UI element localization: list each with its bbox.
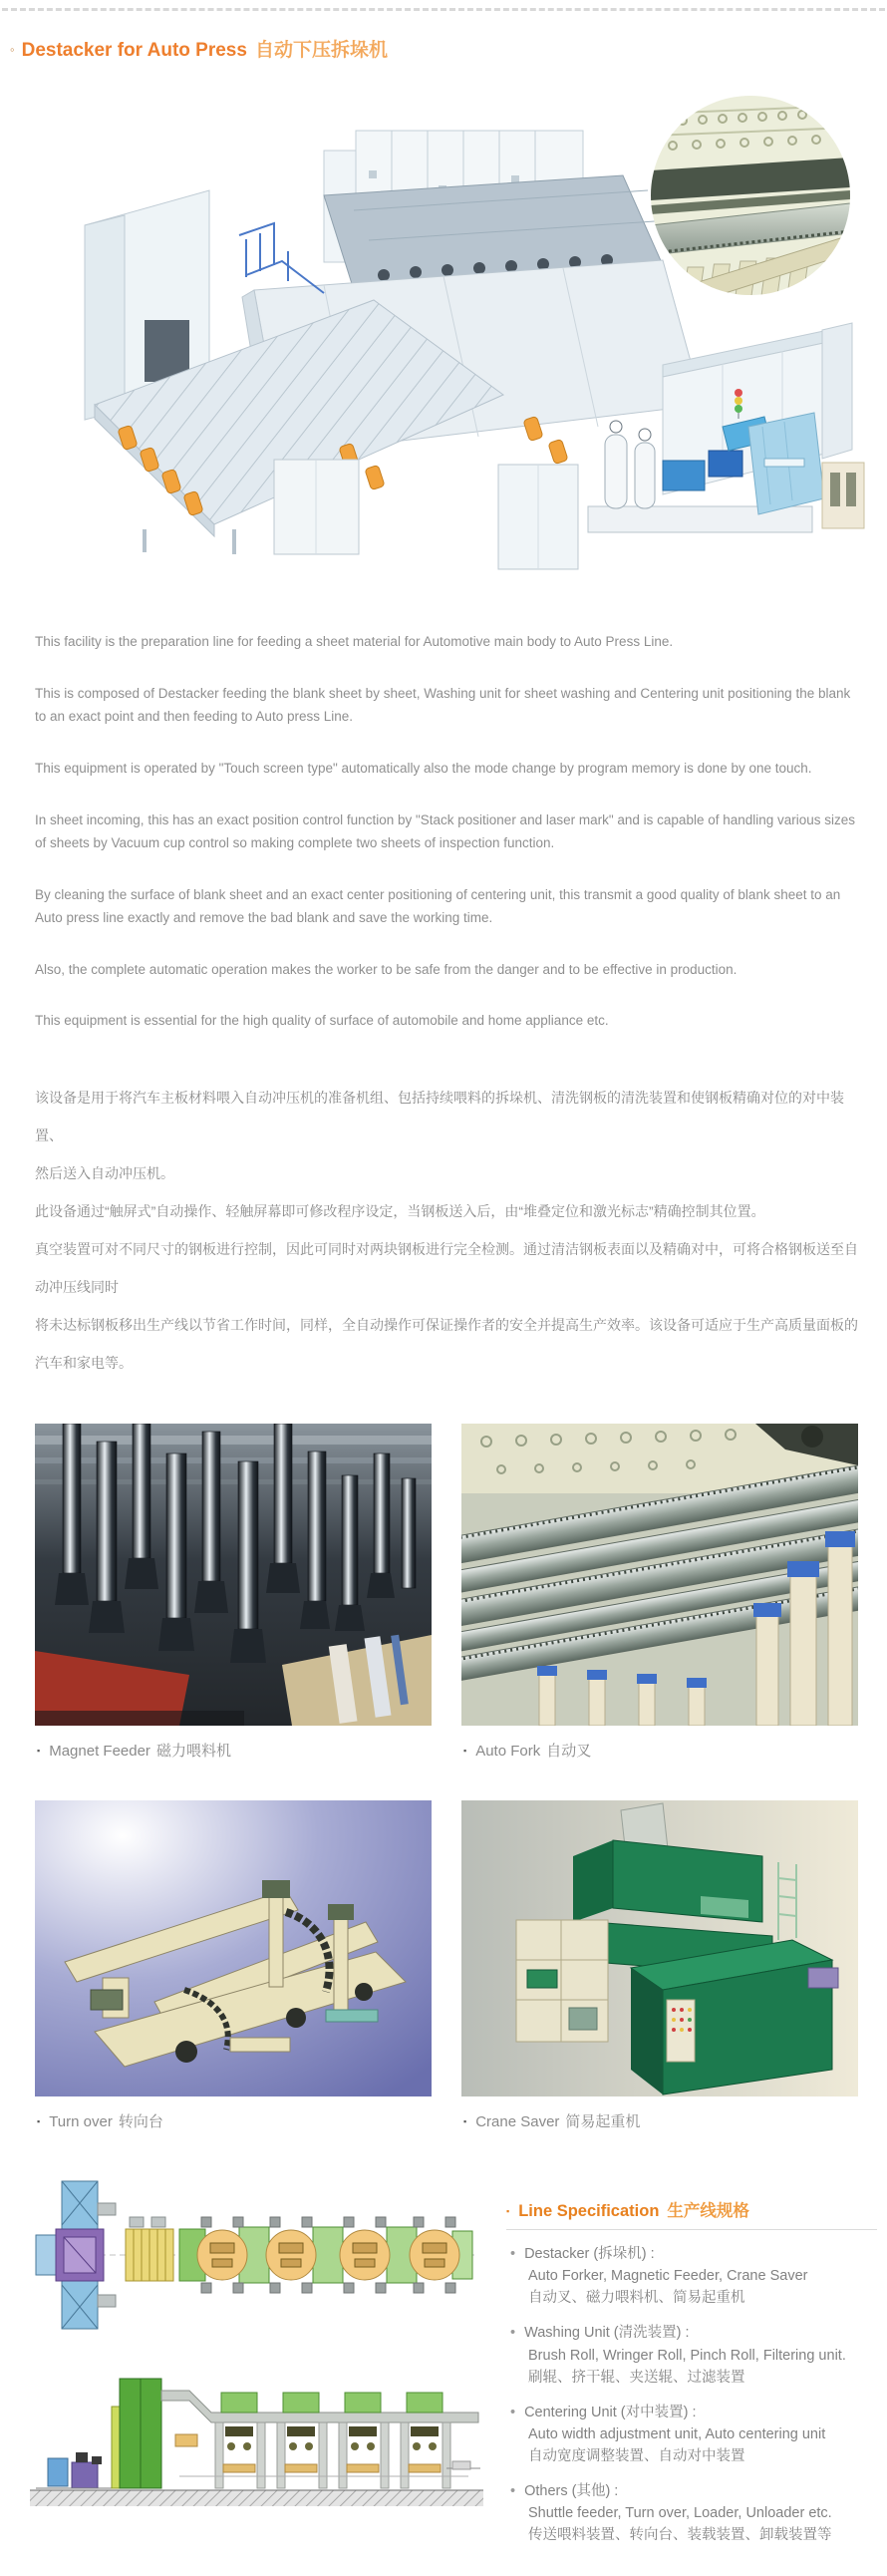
loader-tower — [112, 2379, 161, 2488]
spec-item-washing-unit — [506, 2322, 877, 2388]
exit-rod — [446, 2461, 480, 2469]
spec-item-line-zh: 自动叉、磁力喂料机、简易起重机 — [528, 2290, 745, 2307]
gallery-cell-auto-fork — [461, 1424, 858, 1786]
caption-en: Magnet Feeder — [49, 1743, 150, 1761]
spec-item-title — [506, 2322, 877, 2344]
intro-zh-line: 该设备是用于将汽车主板材料喂入自动冲压机的准备机组、包括持续喂料的拆垛机、清洗钢板的清洗装置和使钢板精确对位的对中装置、 — [35, 1090, 844, 1144]
spec-item-line-en: Auto Forker, Magnetic Feeder, Crane Saver — [528, 2268, 808, 2285]
caption-bullet-icon: ▪ — [463, 2116, 467, 2127]
spec-item-title — [506, 2402, 877, 2423]
spec-heading — [506, 2197, 877, 2230]
page-title-en: Destacker for Auto Press — [21, 40, 247, 61]
caption-bullet-icon: ▪ — [37, 1746, 41, 1757]
bottom-section — [30, 2173, 887, 2575]
spec-item-title-text: Destacker (拆垛机) : — [524, 2246, 655, 2263]
page-title-zh: 自动下压拆垛机 — [254, 40, 388, 61]
product-page — [0, 8, 887, 2576]
caption-en: Crane Saver — [475, 2113, 560, 2131]
dot-bullet-icon: • — [510, 2246, 516, 2263]
caption-zh: 转向台 — [118, 2113, 163, 2131]
intro-paragraph: This facility is the preparation line for feeding a sheet material for Automotive main body to Auto Press Line. — [35, 634, 674, 649]
intro-paragraph: Also, the complete automatic operation makes the worker to be safe from the danger and to be effective in production. — [35, 961, 738, 977]
spec-item-destacker — [506, 2243, 877, 2309]
front-cabinets — [274, 460, 578, 569]
caption-turn-over — [37, 2110, 432, 2131]
stacker-unit — [36, 2181, 116, 2329]
caption-zh: 简易起重机 — [565, 2113, 641, 2131]
line-diagrams — [30, 2173, 498, 2545]
spec-item-title-text: Centering Unit (对中装置) : — [524, 2404, 697, 2420]
spec-item-others — [506, 2480, 877, 2546]
intro-chinese — [35, 1079, 860, 1382]
page-title — [10, 35, 887, 62]
spec-item-line-zh: 传送喂料装置、转向台、装载装置、卸载装置等 — [528, 2526, 832, 2543]
intro-paragraph: In sheet incoming, this has an exact position control function by "Stack positioner and laser mark" and is capable of handling various sizes of sheets by Vacuum cup control so making complete two sheets of inspection function. — [35, 811, 856, 850]
dot-bullet-icon: • — [510, 2482, 516, 2499]
caption-magnet-feeder — [37, 1740, 432, 1761]
intro-zh-line: 将未达标钢板移出生产线以节省工作时间，同样，全自动操作可保证操作者的安全并提高生产效率。该设备可适应于生产高质量面板的汽车和家电等。 — [35, 1317, 858, 1372]
spec-item-line-en: Brush Roll, Wringer Roll, Pinch Roll, Filtering unit. — [528, 2347, 846, 2364]
circle-bullet-icon: ◦ — [10, 42, 15, 57]
gallery-cell-crane-saver — [461, 1800, 858, 2157]
spec-item-title-text: Others (其他) : — [524, 2482, 619, 2499]
spec-item-line-en: Auto width adjustment unit, Auto centering unit — [528, 2425, 826, 2442]
caption-zh: 自动叉 — [546, 1743, 592, 1761]
intro-paragraph: This equipment is operated by "Touch screen type" automatically also the mode change by program memory is done by one touch. — [35, 760, 812, 776]
spec-item-line-en: Shuttle feeder, Turn over, Loader, Unloader etc. — [528, 2504, 832, 2521]
caption-bullet-icon: ▪ — [463, 1746, 467, 1757]
spec-heading-bullet-icon: ▪ — [506, 2206, 510, 2217]
line-elevation-diagram — [30, 2365, 483, 2529]
intro-english — [35, 631, 860, 1033]
photo-crane-saver — [461, 1800, 858, 2096]
line-plan-diagram — [30, 2173, 483, 2343]
intro-paragraph: By cleaning the surface of blank sheet and an exact center positioning of centering unit, this transmit a good quality of blank sheet to an Auto press line exactly and remove the bad blank and save the working time. — [35, 886, 841, 925]
intro-paragraph: This equipment is essential for the high quality of surface of automobile and home appliance etc. — [35, 1013, 609, 1029]
line-specification — [506, 2197, 877, 2545]
caption-auto-fork — [463, 1740, 858, 1761]
hero-illustration — [25, 76, 872, 579]
dot-bullet-icon: • — [510, 2404, 516, 2420]
gallery-cell-magnet-feeder — [35, 1424, 432, 1786]
caption-zh: 磁力喂料机 — [155, 1743, 231, 1761]
dot-bullet-icon: • — [510, 2325, 516, 2342]
beam-green-blocks — [221, 2393, 443, 2413]
spec-item-line-zh: 刷辊、挤干辊、夹送辊、过滤装置 — [528, 2369, 745, 2386]
caption-en: Turn over — [49, 2113, 113, 2131]
spec-item-line-zh: 自动宽度调整装置、自动对中装置 — [528, 2447, 745, 2464]
intro-zh-line: 此设备通过“触屏式”自动操作、轻触屏幕即可修改程序设定，当钢板送入后，由“堆叠定位和激光标志”精确控制其位置。 — [35, 1203, 765, 1220]
spec-heading-zh: 生产线规格 — [667, 2202, 749, 2221]
intro-zh-line: 然后送入自动冲压机。 — [35, 1165, 174, 1182]
spec-item-centering-unit — [506, 2402, 877, 2467]
intro-paragraph: This is composed of Destacker feeding the blank sheet by sheet, Washing unit for sheet washing and Centering unit positioning the blank to an exact point and then feeding to Auto press Line. — [35, 685, 851, 724]
caption-crane-saver — [463, 2110, 858, 2131]
inset-detail-photo — [651, 96, 850, 327]
destacker-line-illustration — [25, 76, 872, 579]
handrail-stairs — [239, 223, 324, 293]
washer-unit — [126, 2217, 173, 2281]
photo-auto-fork — [461, 1424, 858, 1726]
photo-gallery — [35, 1424, 858, 2157]
top-dotted-divider — [2, 8, 885, 11]
spec-item-title-text: Washing Unit (清洗装置) : — [524, 2325, 690, 2342]
intro-zh-line: 真空装置可对不同尺寸的钢板进行控制，因此可同时对两块钢板进行完全检测。通过清洁钢板表面以及精确对中，可将合格钢板送至自动冲压线同时 — [35, 1241, 858, 1296]
caption-bullet-icon: ▪ — [37, 2116, 41, 2127]
entry-machines — [36, 2452, 116, 2488]
photo-turn-over — [35, 1800, 432, 2096]
spec-heading-en: Line Specification — [518, 2202, 660, 2221]
gallery-cell-turn-over — [35, 1800, 432, 2157]
photo-magnet-feeder — [35, 1424, 432, 1726]
caption-en: Auto Fork — [475, 1743, 541, 1761]
spec-item-title — [506, 2243, 877, 2265]
spec-item-title — [506, 2480, 877, 2502]
